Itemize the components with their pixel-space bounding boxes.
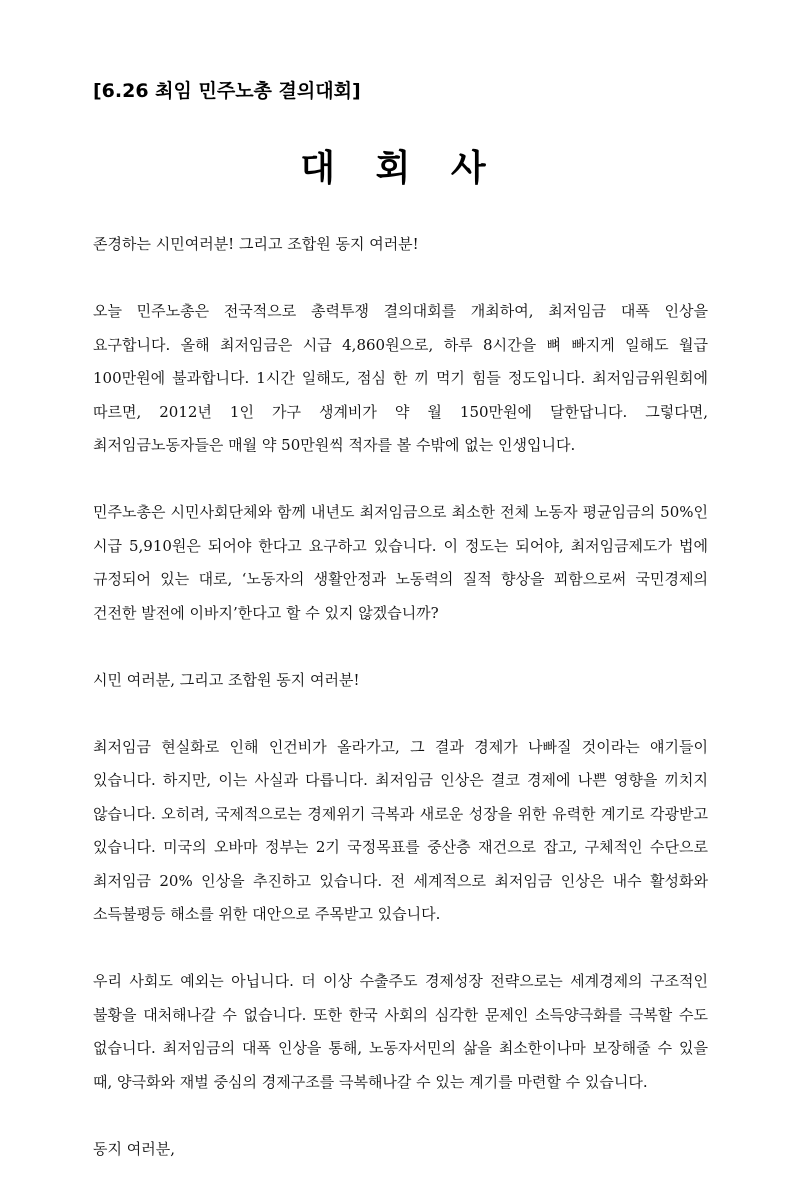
event-header-tag: [6.26 최임 민주노총 결의대회] — [93, 80, 361, 102]
closing-address: 동지 여러분, — [93, 1139, 175, 1158]
greeting-paragraph: 존경하는 시민여러분! 그리고 조합원 동지 여러분! — [93, 235, 419, 253]
body-paragraph: 우리 사회도 예외는 아닙니다. 더 이상 수출주도 경제성장 전략으로는 세계경제의 구조적인 불황을 대처해나갈 수 없습니다. 또한 한국 사회의 심각한 문제인 소득양극화를 극복할 수도 없습니다. 최저임금의 대폭 인상을 통해, 노동자서민의 삶을 최소한이나마 보장해줄 수 있을 때, 양극화와 재벌 중심의 경제구조를 극복해나갈 수 있는 계기를 마련할 수 있습니다. — [93, 972, 708, 1091]
page-title: 대 회 사 — [300, 148, 500, 189]
body-paragraph: 최저임금 현실화로 인해 인건비가 올라가고, 그 결과 경제가 나빠질 것이라는 얘기들이 있습니다. 하지만, 이는 사실과 다릅니다. 최저임금 인상은 결코 경제에 나쁜 영향을 끼치지 않습니다. 오히려, 국제적으로는 경제위기 극복과 새로운 성장을 위한 유력한 계기로 각광받고 있습니다. 미국의 오바마 정부는 2기 국정목표를 중산층 재건으로 잡고, 구체적인 수단으로 최저임금 20% 인상을 추진하고 있습니다. 전 세계적으로 최저임금 인상은 내수 활성화와 소득불평등 해소를 위한 대안으로 주목받고 있습니다. — [93, 737, 708, 923]
body-paragraph: 민주노총은 시민사회단체와 함께 내년도 최저임금으로 최소한 전체 노동자 평균임금의 50%인 시급 5,910원은 되어야 한다고 요구하고 있습니다. 이 정도는 되어야, 최저임금제도가 법에 규정되어 있는 대로, ‘노동자의 생활안정과 노동력의 질적 향상을 꾀함으로써 국민경제의 건전한 발전에 이바지’한다고 할 수 있지 않겠습니까? — [93, 503, 708, 622]
speech-body — [93, 228, 708, 1200]
body-paragraph: 오늘 민주노총은 전국적으로 총력투쟁 결의대회를 개최하여, 최저임금 대폭 인상을 요구합니다. 올해 최저임금은 시급 4,860원으로, 하루 8시간을 뼈 빠지게 일해도 월급 100만원에 불과합니다. 1시간 일해도, 점심 한 끼 먹기 힘들 정도입니다. 최저임금위원회에 따르면, 2012년 1인 가구 생계비가 약 월 150만원에 달한답니다. 그렇다면, 최저임금노동자들은 매월 약 50만원씩 적자를 볼 수밖에 없는 인생입니다. — [93, 302, 708, 454]
greeting-paragraph: 시민 여러분, 그리고 조합원 동지 여러분! — [93, 670, 360, 689]
